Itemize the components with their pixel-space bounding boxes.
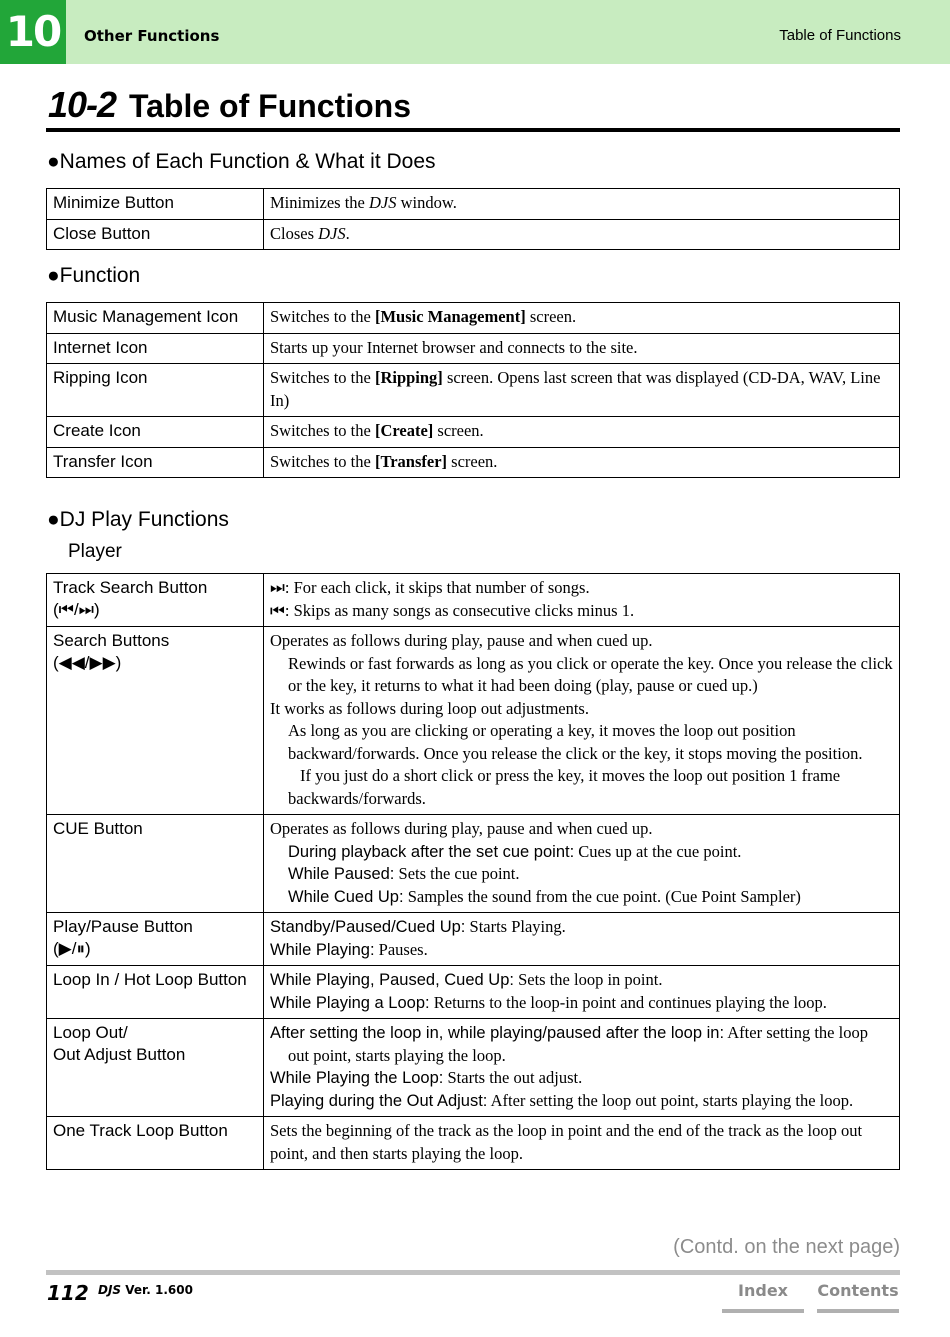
table-row: [47, 189, 900, 220]
function-name: Close Button: [47, 219, 264, 250]
function-name: Music Management Icon: [47, 303, 264, 334]
function-description: Switches to the [Music Management] screen.: [264, 303, 900, 334]
function-description: ⏭: For each click, it skips that number of songs. ⏮: Skips as many songs as consecutive clicks minus 1.: [264, 574, 900, 627]
header-page-title: Table of Functions: [779, 27, 901, 44]
function-description: Standby/Paused/Cued Up: Starts Playing. While Playing: Pauses.: [264, 913, 900, 966]
table-row: [47, 303, 900, 334]
function-description: While Playing, Paused, Cued Up: Sets the loop in point. While Playing a Loop: Returns to the loop-in point and continues playing the loop.: [264, 966, 900, 1019]
function-table: [46, 302, 900, 478]
function-name: Minimize Button: [47, 189, 264, 220]
names-table: [46, 188, 900, 250]
table-row: [47, 417, 900, 448]
table-row: [47, 219, 900, 250]
table-row: [47, 966, 900, 1019]
function-description: Switches to the [Create] screen.: [264, 417, 900, 448]
function-name: Play/Pause Button (▶/⏸): [47, 913, 264, 966]
page-title-number: 10-2: [48, 84, 117, 125]
contents-link[interactable]: Contents: [817, 1281, 899, 1313]
function-name: Search Buttons (◀◀/▶▶): [47, 627, 264, 815]
function-description: Closes DJS.: [264, 219, 900, 250]
function-name: One Track Loop Button: [47, 1117, 264, 1170]
function-name: Loop Out/ Out Adjust Button: [47, 1019, 264, 1117]
function-name: Transfer Icon: [47, 447, 264, 478]
table-row: [47, 364, 900, 417]
chapter-number-badge: 10: [0, 0, 66, 64]
table-row: [47, 815, 900, 913]
table-row: [47, 913, 900, 966]
footer-divider: [46, 1270, 900, 1275]
table-row: [47, 447, 900, 478]
function-name: Ripping Icon: [47, 364, 264, 417]
page-header: [0, 0, 950, 64]
page-number: 112: [47, 1281, 89, 1305]
function-description: After setting the loop in, while playing/paused after the loop in: After setting the loop out point, starts playing the loop. While Playing the Loop: Starts the out adjust. Playing during the Out Adjust: After setting the loop out point, starts playing the loop.: [264, 1019, 900, 1117]
function-name: CUE Button: [47, 815, 264, 913]
table-row: [47, 1117, 900, 1170]
function-description: Operates as follows during play, pause and when cued up. Rewinds or fast forwards as long as you click or operate the key. Once you release the click or the key, it returns to what it had been doing (play, pause or cued up.) It works as follows during loop out adjustments. As long as you are clicking or operating a key, it moves the loop out position backward/forwards. Once you release the click or the key, it stops moving the position. If you just do a short click or press the key, it moves the loop out position 1 frame backwards/forwards.: [264, 627, 900, 815]
function-name: Internet Icon: [47, 333, 264, 364]
player-table: [46, 573, 900, 1170]
table-row: [47, 574, 900, 627]
version-label: DJS Ver. 1.600: [98, 1283, 193, 1297]
function-description: Sets the beginning of the track as the loop in point and the end of the track as the loop out point, and then starts playing the loop.: [264, 1117, 900, 1170]
table-row: [47, 1019, 900, 1117]
table-row: [47, 627, 900, 815]
play-pause-symbols: (▶/⏸): [53, 939, 91, 958]
section-heading-dj-play: ●DJ Play Functions: [47, 508, 229, 531]
track-search-symbols: (⏮/⏭): [53, 600, 100, 619]
header-section-title: Other Functions: [84, 27, 220, 45]
function-description: Switches to the [Transfer] screen.: [264, 447, 900, 478]
function-name: Create Icon: [47, 417, 264, 448]
next-track-icon: ⏭: [270, 578, 285, 597]
index-link[interactable]: Index: [722, 1281, 804, 1313]
function-description: Minimizes the DJS window.: [264, 189, 900, 220]
section-heading-function: ●Function: [47, 264, 141, 287]
continued-note: (Contd. on the next page): [673, 1236, 900, 1258]
function-description: Switches to the [Ripping] screen. Opens last screen that was displayed (CD-DA, WAV, Line In): [264, 364, 900, 417]
page-title: [48, 84, 411, 126]
subsection-heading-player: Player: [68, 541, 122, 562]
title-divider: [46, 128, 900, 132]
function-name: Track Search Button (⏮/⏭): [47, 574, 264, 627]
section-heading-names: ●Names of Each Function & What it Does: [47, 150, 436, 173]
table-row: [47, 333, 900, 364]
page-title-text: Table of Functions: [128, 88, 412, 124]
function-name: Loop In / Hot Loop Button: [47, 966, 264, 1019]
search-symbols: (◀◀/▶▶): [53, 653, 122, 672]
function-description: Operates as follows during play, pause and when cued up. During playback after the set cue point: Cues up at the cue point. While Paused: Sets the cue point. While Cued Up: Samples the sound from the cue point. (Cue Point Sampler): [264, 815, 900, 913]
function-description: Starts up your Internet browser and connects to the site.: [264, 333, 900, 364]
previous-track-icon: ⏮: [270, 600, 285, 620]
